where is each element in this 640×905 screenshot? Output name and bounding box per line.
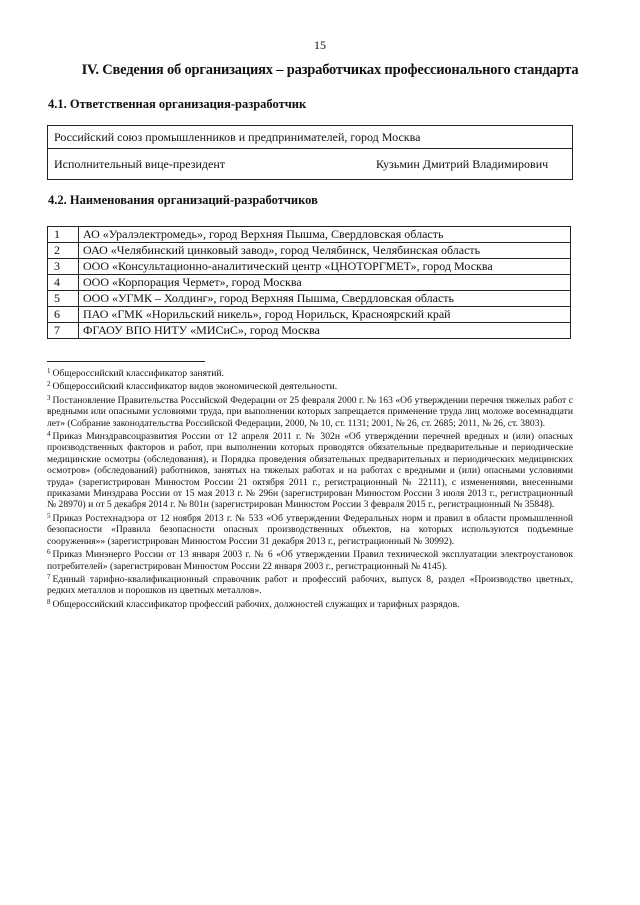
footnote-text: Приказ Ростехнадзора от 12 ноября 2013 г. № 533 «Об утверждении Федеральных норм и правил в области промышленной безопасности «Правила безопасности опасных производственных объектов, на которых используются подъемные сооружения»» (зарегистрирован Минюстом России 31 декабря 2013 г., регистрационный № 30992). — [47, 512, 573, 547]
org-name: ОАО «Челябинский цинковый завод», город Челябинск, Челябинская область — [79, 243, 571, 259]
org-name: ООО «Корпорация Чермет», город Москва — [79, 275, 571, 291]
footnote-mark: 3 — [47, 393, 51, 402]
org-name: ООО «УГМК – Холдинг», город Верхняя Пышма, Свердловская область — [79, 291, 571, 307]
footnote-text: Общероссийский классификатор профессий рабочих, должностей служащих и тарифных разрядов. — [52, 598, 460, 610]
responsible-org-heading: 4.1. Ответственная организация-разработчик — [48, 97, 307, 111]
org-name: ООО «Консультационно-аналитический центр «ЦНОТОРГМЕТ», город Москва — [79, 259, 571, 275]
developer-orgs-heading: 4.2. Наименования организаций-разработчиков — [48, 193, 318, 207]
row-number: 5 — [48, 291, 79, 307]
footnote-text: Общероссийский классификатор видов экономической деятельности. — [52, 381, 338, 393]
responsible-org-name: Российский союз промышленников и предпринимателей, город Москва — [48, 126, 572, 149]
org-name: ПАО «ГМК «Норильский никель», город Норильск, Красноярский край — [79, 307, 571, 323]
table-row — [48, 275, 571, 291]
responsible-org-table — [47, 125, 573, 180]
footnote-text: Общероссийский классификатор занятий. — [52, 368, 224, 379]
footnote-text: Единый тарифно-квалификационный справочник работ и профессий рабочих, выпуск 8, раздел «Производство цветных, редких металлов и порошков из цветных металлов». — [47, 573, 573, 597]
footnote — [47, 366, 573, 379]
footnote-mark: 6 — [47, 548, 51, 557]
footnote-mark: 4 — [47, 430, 51, 439]
footnote-mark: 8 — [47, 597, 51, 606]
table-row — [48, 243, 571, 259]
footnote-mark: 5 — [47, 511, 51, 520]
org-name: АО «Уралэлектромедь», город Верхняя Пышма, Свердловская область — [79, 227, 571, 243]
org-name: ФГАОУ ВПО НИТУ «МИСиС», город Москва — [79, 323, 571, 339]
footnote — [47, 379, 573, 392]
signatory-position: Исполнительный вице-президент — [54, 156, 226, 171]
row-number: 2 — [48, 243, 79, 259]
row-number: 1 — [48, 227, 79, 243]
footnote — [47, 597, 573, 610]
signatory-name: Кузьмин Дмитрий Владимирович — [376, 156, 549, 171]
table-row — [48, 291, 571, 307]
footnote-mark: 2 — [47, 380, 51, 389]
footnote — [47, 547, 573, 572]
row-number: 4 — [48, 275, 79, 291]
table-row — [48, 227, 571, 243]
table-row — [48, 307, 571, 323]
footnote — [47, 429, 573, 511]
row-number: 7 — [48, 323, 79, 339]
responsible-signatory-row — [48, 149, 572, 179]
footnote-text: Постановление Правительства Российской Федерации от 25 февраля 2000 г. № 163 «Об утверждении перечня тяжелых работ с вредными или опасными условиями труда, при выполнении которых запрещается применение труда лиц моложе восемнадцати лет» (Собрание законодательства Российской Федерации, 2000, № 10, ст. 1131; 2001, № 26, ст. 2685; 2011, № 26, ст. 3803). — [47, 394, 573, 429]
developer-orgs-table — [47, 226, 571, 339]
footnote-text: Приказ Минздравсоцразвития России от 12 апреля 2011 г. № 302н «Об утверждении перечней вредных и (или) опасных производственных факторов и работ, при выполнении которых проводятся обязательные предварительные и периодические медицинские осмотры (обследования), и Порядка проведения обязательных предварительных и периодических медицинских осмотров» (обследований) работников, занятых на тяжелых работах и на работах с вредными и (или) опасными условиями труда» (зарегистрирован Минюстом России 21 октября 2011 г., регистрационный № 22111), с изменениями, внесенными приказами Минздрава России от 15 мая 2013 г. № 296н (зарегистрирован Минюстом России 3 июля 2013 г., регистрационный № 28970) и от 5 декабря 2014 г. № 801н (зарегистрирован Минюстом России 3 февраля 2015 г., регистрационный № 35848). — [47, 431, 573, 511]
footnote — [47, 393, 573, 429]
footnote — [47, 511, 573, 547]
footnote-text: Приказ Минэнерго России от 13 января 2003 г. № 6 «Об утверждении Правил технической эксплуатации электроустановок потребителей» (зарегистрирован Минюстом России 22 января 2003 г., регистрационный № 4145). — [47, 549, 573, 572]
row-number: 3 — [48, 259, 79, 275]
table-row — [48, 323, 571, 339]
footnote — [47, 572, 573, 597]
table-row — [48, 259, 571, 275]
page-number: 15 — [314, 38, 326, 52]
section-title: IV. Сведения об организациях – разработчиках профессионального стандарта — [81, 62, 579, 78]
footnote-mark: 1 — [47, 367, 51, 375]
footnote-mark: 7 — [47, 572, 51, 581]
footnote-divider — [47, 361, 205, 362]
footnotes — [47, 366, 573, 610]
row-number: 6 — [48, 307, 79, 323]
